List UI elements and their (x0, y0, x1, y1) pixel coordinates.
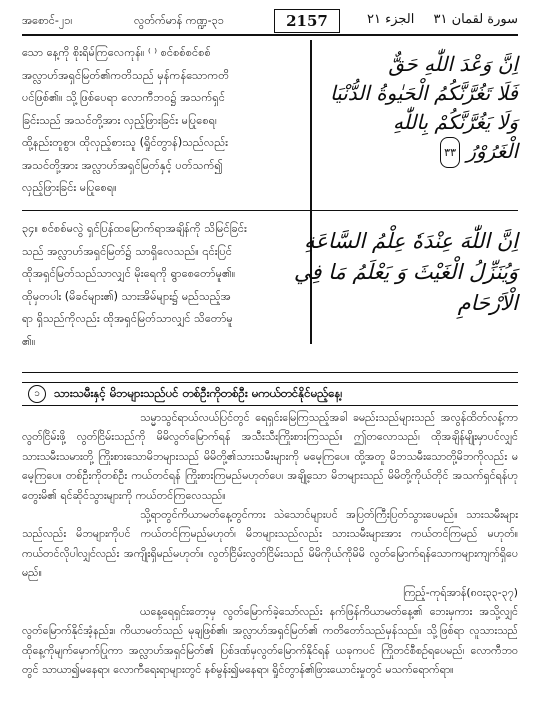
commentary-paragraph (22, 408, 518, 505)
chapter-label: လွတ်က်မာန် ကဏ္ဍ-၃၁ (134, 14, 224, 27)
arabic-line: الْاَرْحَامِ (457, 291, 518, 315)
translation-line: သော နေ့ကို စိုးရိမ်ကြလေကုန်။ ⁽ ⁾ စင်စစ်စင်စစ် (22, 46, 211, 59)
translation-line: ပင်ဖြစ်၏။ သို့ဖြစ်ပေရာ လောကီဘဝ၌ အသက်ရှင် (22, 91, 225, 104)
juz-label: الجزء ٢١ (367, 12, 415, 27)
arabic-verse-block-2 (293, 226, 518, 319)
arabic-line: وَلَا يَغُرَّنَّكُمْ بِاللّٰهِ (392, 110, 518, 134)
verse-separator (22, 210, 518, 211)
paragraph-text: သမ္မာသွင်ရာယ်လယ်ပြင်တွင် ရေရှင်းမြေကြသည့်အခါ ခမည်းသည်များသည် အလွန်ထိတ်လန့်ကာ လွတ်ငြိမ်းဖို့ လွတ်ငြိမ်းသည်ကို မိမိလွတ်မြောက်ရန် အသီးသီးကြိုးစားကြသည်။ ဤတလောသည်၊ ထိုအချိန်မျိုးမှာပင်လျှင် သားသမီးသမားတို့ ကြိုးစားသောမိဘများသည် မိမိတို့၏သားသမီးများကို မမေ့ကြပေ။ ထို့အတူ မိဘသမီးသောတို့မိဘကိုလည်း မမေ့ကြပေ။ တစ်ဦးကိုတစ်ဦး ကယ်တင်ရန် ကြိုးစားကြမည်မဟုတ်ပေ၊ အချို့သော မိဘများသည် မိမိတို့ကိုယ်တိုင် အသက်ရှင်ရန်ဟု တွေးမိ၏ ရင်ဆိုင်သွားများကို ကယ်တင်ကြလေသည်။ (22, 411, 518, 502)
column-divider (310, 40, 312, 344)
commentary-paragraph (22, 505, 518, 583)
page-number: 2157 (274, 9, 340, 33)
translation-line: ရာ ရှိသည်ကိုလည်း ထိုအရှင်မြတ်သာလျှင် သိတော်မူ (22, 312, 233, 325)
translation-line: အလ္လာဟ်အရှင်မြတ်၏ကတိသည် မှန်ကန်သောကတိ (22, 68, 230, 82)
translation-line: ထိုမှတပါး (မိခင်များ၏) သားအိမ်များ၌ မည်သည့်အ (22, 289, 231, 303)
paragraph-text: သို့ရာတွင်ကိယာမတ်နေ့တွင်ကား သဲသောင်များပင် အပြတ်ကြီးပြတ်သွားပေမည်။ သားသမီးများ သည်လည်း မိဘများကိုပင် ကယ်တင်ကြမည်မဟုတ်၊ မိဘများသည်လည်း သားသမီးများအား ကယ်တင်ကြမည် မဟုတ်။ ကယ်တင်လိုပါလျှင်လည်း အကျိုးရှိမည်မဟုတ်။ လွတ်ငြိမ်းလွတ်ငြိမ်းသည် မိမိကိုယ်ကိုမိမိ လွတ်မြောက်ရန်သောကများကျက်ရှိပေမည်။ (22, 508, 518, 580)
translation-block-2 (22, 218, 304, 353)
translation-line: ထိုအရှင်မြတ်သည်သာလျှင် မိုးရေကို ရွာစေတော်မူ၏။ (22, 267, 236, 280)
commentary-body (22, 408, 518, 680)
verse-end-marker: ٣٣ (440, 137, 460, 168)
translation-line: ခြင်းသည် အသင်တို့အား လှည့်ဖြားခြင်း မပြုစေရ၊ (22, 113, 217, 127)
surah-label: سورة لقمان ٣١ (433, 12, 518, 27)
arabic-line: وَيُنَزِّلُ الْغَيْثَ وَ يَعْلَمُ مَا فِي (293, 260, 518, 284)
commentary-paragraph (22, 602, 518, 680)
volume-label: အစောင်-၂၁၊ (22, 14, 73, 27)
arabic-line: اِنَّ وَعْدَ اللّٰهِ حَقٌّ (388, 52, 518, 76)
translation-line: လှည့်ဖြားခြင်း မပြုစေရ။ (22, 181, 117, 194)
translation-line: အသင်တို့အား အလ္လာဟ်အရှင်မြတ်နှင့် ပတ်သက်၍ (22, 158, 223, 172)
arabic-word: الْغَرُوْرُ (466, 139, 518, 163)
translation-line: သည် အလ္လာဟ်အရှင်မြတ်၌ သာရှိလေသည်။ ၎င်းပြင် (22, 244, 233, 258)
arabic-line: اِنَّ اللّٰهَ عِنْدَهٗ عِلْمُ السَّاعَةِ (304, 229, 518, 253)
arabic-line-last (320, 137, 518, 168)
header-rule (22, 34, 518, 36)
page-header (22, 8, 518, 36)
footnote-number: ၁ (28, 385, 46, 403)
commentary-heading (22, 382, 518, 406)
translation-line: ၏။ (22, 334, 36, 348)
quran-reference: ကြည့်-ကုရ်အာန်(၈၀း၃၃-၃၇) (402, 585, 518, 599)
arabic-verse-block-1 (320, 50, 518, 168)
translation-block-1 (22, 42, 304, 200)
commentary-title: သားသမီးနှင့် မိဘများသည်ပင် တစ်ဦးကိုတစ်ဦး မကယ်တင်နိုင်မည့်နေ့၊ (54, 386, 343, 400)
translation-line: ထို့နည်းတူစွာ၊ ထိုလှည့်စားသူ (ရှိုင်တွာန်)သည်လည်း (22, 136, 229, 149)
translation-line: ၃၄။ စင်စစ်မလွဲ ရှင်ပြန်ထမြောက်ရာအချိန်ကို သိမြင်ခြင်း (22, 222, 247, 235)
paragraph-text: ယနေ့ရေရှင်းတော့မှ လွတ်မြောက်ခဲ့သော်လည်း နက်ဖြန်ကိယာမတ်နေ့၏ ဘေးမှကား အသို့လျှင် လွတ်မြောက်နိုင်အံ့နည်း။ ကိယာမတ်သည် မုချဖြစ်၏၊ အလ္လာဟ်အရှင်မြတ်၏ ကတိတော်သည်မှန်သည်။ သို့ဖြစ်ရာ လူသားသည် ထိုနေ့ကိုမျက်မှောက်ပြုကာ အလ္လာဟ်အရှင်မြတ်၏ ပြစ်ဒဏ်မှလွတ်မြောက်နိုင်ရန် ယခုကပင် ကြိုတင်စီစဉ်ရပေမည်၊ လောကီဘဝတွင် သာယာ၍မနေရာ၊ လောကီရေးရာများတွင် နစ်မွန်း၍မနေရာ၊ ရှိုင်တွာန်၏ဖြားယောင်းမှုတွင် မသက်ရောက်ရာ။ (22, 605, 518, 677)
commentary-separator (22, 372, 518, 373)
arabic-line: فَلَا تَغُرَّنَّكُمُ الْحَيٰوةُ الدُّنْيَا (330, 81, 518, 105)
